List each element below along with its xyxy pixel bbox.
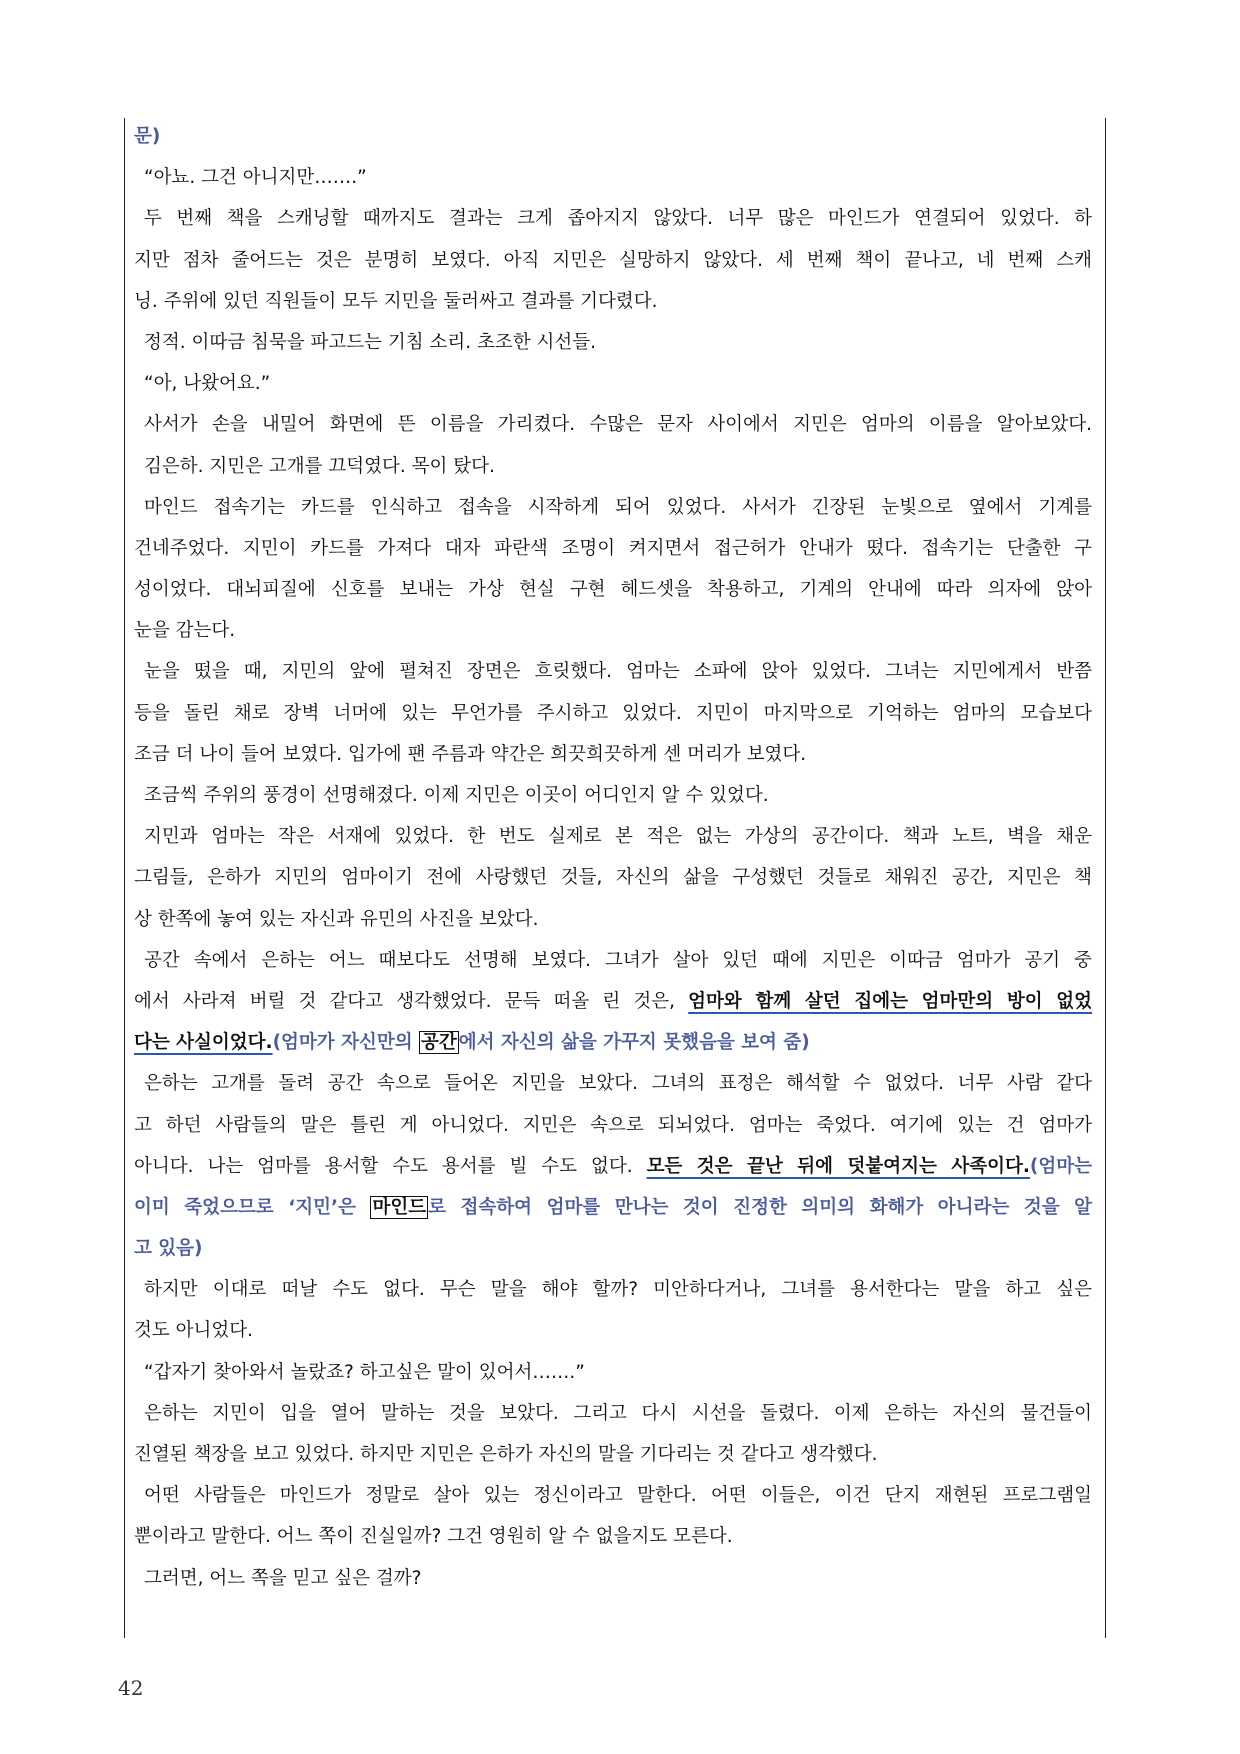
dialogue-line: “아뇨. 그건 아니지만…….” (144, 167, 367, 189)
dialogue-line: “갑자기 찾아와서 놀랐죠? 하고싶은 말이 있어서…….” (144, 1361, 585, 1383)
annotation-span: (엄마는 (1029, 1155, 1092, 1177)
text-line: 어떤 사람들은 마인드가 정말로 살아 있는 정신이라고 말한다. 어떤 이들은, 이건 단지 재현된 프로그램일 (144, 1485, 1092, 1507)
text-line: 조금씩 주위의 풍경이 선명해졌다. 이제 지민은 이곳이 어디인지 알 수 있었다. (144, 785, 769, 806)
text-line (134, 1146, 1092, 1187)
text-line: 눈을 떴을 때, 지민의 앞에 펼쳐진 장면은 흐릿했다. 엄마는 소파에 앉아 있었다. 그녀는 지민에게서 반쯤 (144, 661, 1092, 683)
text-line: 건네주었다. 지민이 카드를 가져다 대자 파란색 조명이 켜지면서 접근허가 안내가 떴다. 접속기는 단출한 구 (134, 537, 1092, 559)
text-line: 은하는 지민이 입을 열어 말하는 것을 보았다. 그리고 다시 시선을 돌렸다. 이제 은하는 자신의 물건들이 (144, 1402, 1092, 1424)
text-line: 등을 돌린 채로 장벽 너머에 있는 무언가를 주시하고 있었다. 지민이 마지막으로 기억하는 엄마의 모습보다 (134, 702, 1092, 724)
dialogue-line: “아, 나왔어요.” (144, 373, 271, 395)
text-line: 눈을 감는다. (134, 620, 236, 642)
annotation-span: (엄마가 자신만의 (272, 1032, 420, 1054)
text-line: 닝. 주위에 있던 직원들이 모두 지민을 둘러싸고 결과를 기다렸다. (134, 290, 658, 312)
text-line: 조금 더 나이 들어 보였다. 입가에 팬 주름과 약간은 희끗희끗하게 센 머리가 보였다. (134, 743, 807, 765)
boxed-keyword: 공간 (421, 1032, 457, 1054)
text-span: 아니다. 나는 엄마를 용서할 수도 용서를 빌 수도 없다. (134, 1155, 647, 1177)
text-line: 성이었다. 대뇌피질에 신호를 보내는 가상 현실 구현 헤드셋을 착용하고, 기계의 안내에 따라 의자에 앉아 (134, 579, 1092, 601)
annotation-line: 고 있음) (134, 1238, 203, 1260)
text-line: 공간 속에서 은하는 어느 때보다도 선명해 보였다. 그녀가 살아 있던 때에 지민은 이따금 엄마가 공기 중 (144, 949, 1092, 971)
underlined-key-sentence: 모든 것은 끝난 뒤에 덧붙여지는 사족이다. (646, 1155, 1030, 1177)
text-line: 그림들, 은하가 지민의 엄마이기 전에 사랑했던 것들, 자신의 삶을 구성했던 것들로 채워진 공간, 지민은 책 (134, 867, 1092, 889)
text-line: 정적. 이따금 침묵을 파고드는 기침 소리. 초조한 시선들. (144, 331, 596, 353)
text-line: 것도 아니었다. (134, 1320, 253, 1342)
text-line: 진열된 책장을 보고 있었다. 하지만 지민은 은하가 자신의 말을 기다리는 것 같다고 생각했다. (134, 1444, 878, 1465)
text-line: 김은하. 지민은 고개를 끄덕였다. 목이 탔다. (144, 455, 495, 477)
text-line: 은하는 고개를 돌려 공간 속으로 들어온 지민을 보았다. 그녀의 표정은 해석할 수 없었다. 너무 사람 같다 (144, 1073, 1092, 1095)
text-line: 사서가 손을 내밀어 화면에 뜬 이름을 가리켰다. 수많은 문자 사이에서 지민은 엄마의 이름을 알아보았다. (144, 414, 1092, 436)
text-line: 뿐이라고 말한다. 어느 쪽이 진실일까? 그건 영원히 알 수 없을지도 모른다. (134, 1526, 733, 1548)
annotation-span: 로 접속하여 엄마를 만나는 것이 진정한 의미의 화해가 아니라는 것을 알 (428, 1196, 1093, 1218)
text-line: 지만 점차 줄어드는 것은 분명히 보였다. 아직 지민은 실망하지 않았다. 세 번째 책이 끝나고, 네 번째 스캐 (134, 249, 1092, 271)
text-line: 두 번째 책을 스캐닝할 때까지도 결과는 크게 좁아지지 않았다. 너무 많은 마인드가 연결되어 있었다. 하 (144, 208, 1092, 230)
text-line: 하지만 이대로 떠날 수도 없다. 무슨 말을 해야 할까? 미안하다거나, 그녀를 용서한다는 말을 하고 싶은 (144, 1279, 1092, 1301)
page-number: 42 (118, 1676, 144, 1700)
text-line: 그러면, 어느 쪽을 믿고 싶은 걸까? (144, 1567, 422, 1589)
boxed-keyword: 마인드 (372, 1196, 427, 1218)
document-body (134, 116, 1092, 1599)
underlined-key-sentence: 엄마와 함께 살던 집에는 엄마만의 방이 없었 (688, 990, 1093, 1012)
text-span: 에서 사라져 버릴 것 같다고 생각했었다. 문득 떠올 린 것은, (134, 990, 689, 1012)
text-line: 지민과 엄마는 작은 서재에 있었다. 한 번도 실제로 본 적은 없는 가상의 공간이다. 책과 노트, 벽을 채운 (144, 826, 1092, 848)
text-line (134, 981, 1092, 1022)
annotation-line (134, 1187, 1092, 1228)
text-line: 고 하던 사람들의 말은 틀린 게 아니었다. 지민은 속으로 되뇌었다. 엄마는 죽었다. 여기에 있는 건 엄마가 (134, 1114, 1092, 1136)
text-line: 상 한쪽에 놓여 있는 자신과 유민의 사진을 보았다. (134, 908, 539, 930)
text-line (134, 1022, 1092, 1063)
annotation-line: 문) (134, 126, 161, 147)
text-line: 마인드 접속기는 카드를 인식하고 접속을 시작하게 되어 있었다. 사서가 긴장된 눈빛으로 옆에서 기계를 (144, 496, 1092, 518)
annotation-span: 에서 자신의 삶을 가꾸지 못했음을 보여 줌) (458, 1032, 810, 1054)
underlined-key-sentence: 다는 사실이었다. (134, 1032, 273, 1054)
annotation-span: 이미 죽었으므로 ‘지민’은 (134, 1196, 371, 1218)
